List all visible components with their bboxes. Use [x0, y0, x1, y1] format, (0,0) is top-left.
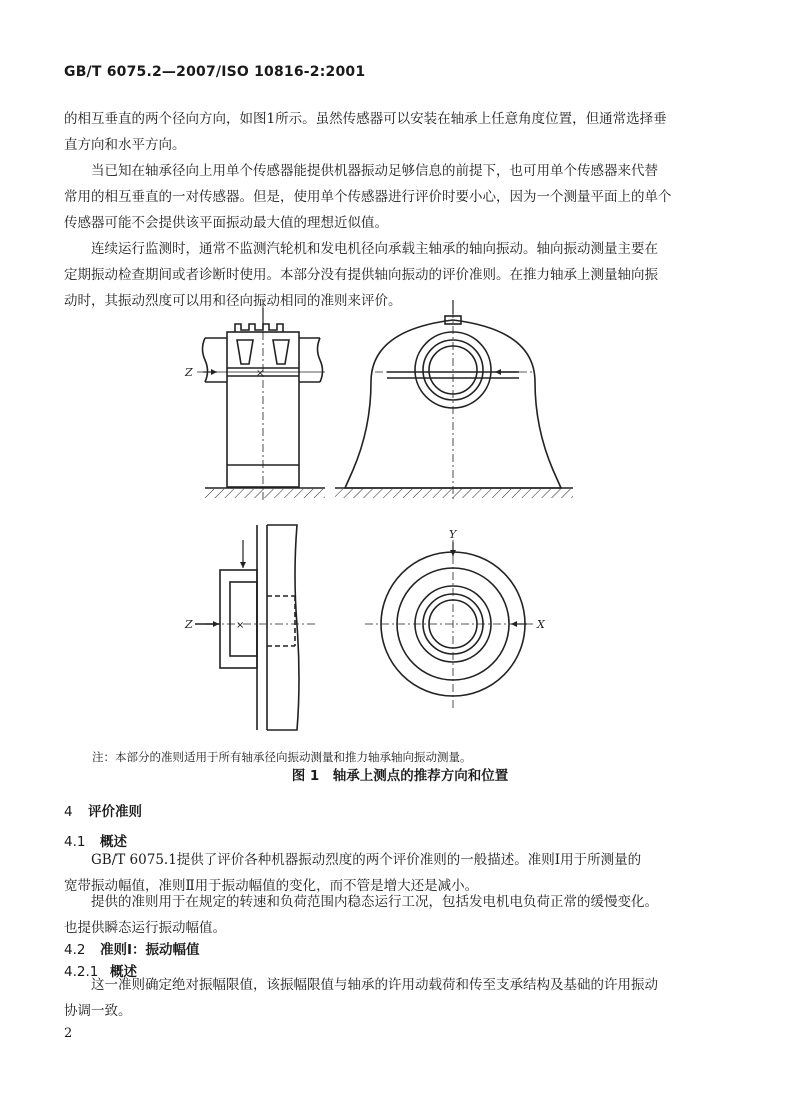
- text-line: 协调一致。: [64, 1003, 132, 1019]
- section-number: 4.2.1: [64, 964, 99, 980]
- text-line: 动时，其振动烈度可以用和径向振动相同的准则来评价。: [64, 293, 402, 309]
- text-line: GB/T 6075.1提供了评价各种机器振动烈度的两个评价准则的一般描述。准则Ⅰ用于所测量的: [91, 852, 642, 868]
- text-line: 当已知在轴承径向上用单个传感器能提供机器振动足够信息的前提下，也可用单个传感器来代替: [91, 163, 658, 179]
- y-axis-label: Y: [449, 528, 457, 541]
- end-view-bearing: [365, 540, 535, 710]
- section-number: 4.2: [64, 942, 86, 958]
- text-line: 提供的准则用于在规定的转速和负荷范围内稳态运行工况，包括发电机电负荷正常的缓慢变化。: [91, 894, 658, 910]
- section-4-heading: [64, 800, 142, 820]
- thrust-bearing-section: [195, 525, 315, 730]
- section-number: 4: [64, 804, 73, 820]
- text-line: 传感器可能不会提供该平面振动最大值的理想近似值。: [64, 215, 388, 231]
- section-title: 评价准则: [88, 804, 142, 820]
- svg-text:×: ×: [236, 620, 245, 631]
- section-title: 准则Ⅰ：振动幅值: [100, 942, 200, 958]
- z-axis-label-bottom: Z: [185, 618, 193, 631]
- paragraph-2: [64, 158, 736, 236]
- figure-1-drawing: [175, 300, 605, 750]
- z-axis-label-top: Z: [185, 366, 193, 379]
- front-view-bearing: [335, 300, 573, 500]
- text-line: 连续运行监测时，通常不监测汽轮机和发电机径向承载主轴承的轴向振动。轴向振动测量主要在: [91, 241, 658, 257]
- svg-text:×: ×: [256, 368, 265, 379]
- side-view-bearing: [197, 300, 325, 500]
- x-axis-label: X: [537, 618, 545, 631]
- section-number: 4.1: [64, 834, 86, 850]
- bearing-diagram: [175, 300, 605, 750]
- page-number: 2: [64, 1026, 73, 1041]
- section-title: 概述: [100, 834, 127, 850]
- paragraph-1: [64, 106, 736, 158]
- text-line: 直方向和水平方向。: [64, 137, 186, 153]
- text-line: 常用的相互垂直的一对传感器。但是，使用单个传感器进行评价时要小心，因为一个测量平面上的单个: [64, 189, 672, 205]
- section-title: 概述: [110, 964, 137, 980]
- section-4-1-paragraph-2: [64, 889, 736, 941]
- section-4-2-1-paragraph: [64, 972, 736, 1024]
- text-line: 定期振动检查期间或者诊断时使用。本部分没有提供轴向振动的评价准则。在推力轴承上测量轴向振: [64, 267, 658, 283]
- text-line: 也提供瞬态运行振动幅值。: [64, 920, 226, 936]
- text-line: 宽带振动幅值，准则Ⅱ用于振动幅值的变化，而不管是增大还是减小。: [64, 878, 479, 894]
- figure-note: 注：本部分的准则适用于所有轴承径向振动测量和推力轴承轴向振动测量。: [92, 750, 472, 764]
- text-line: 的相互垂直的两个径向方向，如图1所示。虽然传感器可以安装在轴承上任意角度位置，但通常选择垂: [64, 111, 667, 127]
- section-4-2-heading: [64, 938, 200, 958]
- figure-caption: 图 1 轴承上测点的推荐方向和位置: [291, 768, 509, 784]
- text-line: 这一准则确定绝对振幅限值，该振幅限值与轴承的许用动载荷和传至支承结构及基础的许用振动: [91, 977, 658, 993]
- document-header: GB/T 6075.2—2007/ISO 10816-2:2001: [64, 64, 366, 80]
